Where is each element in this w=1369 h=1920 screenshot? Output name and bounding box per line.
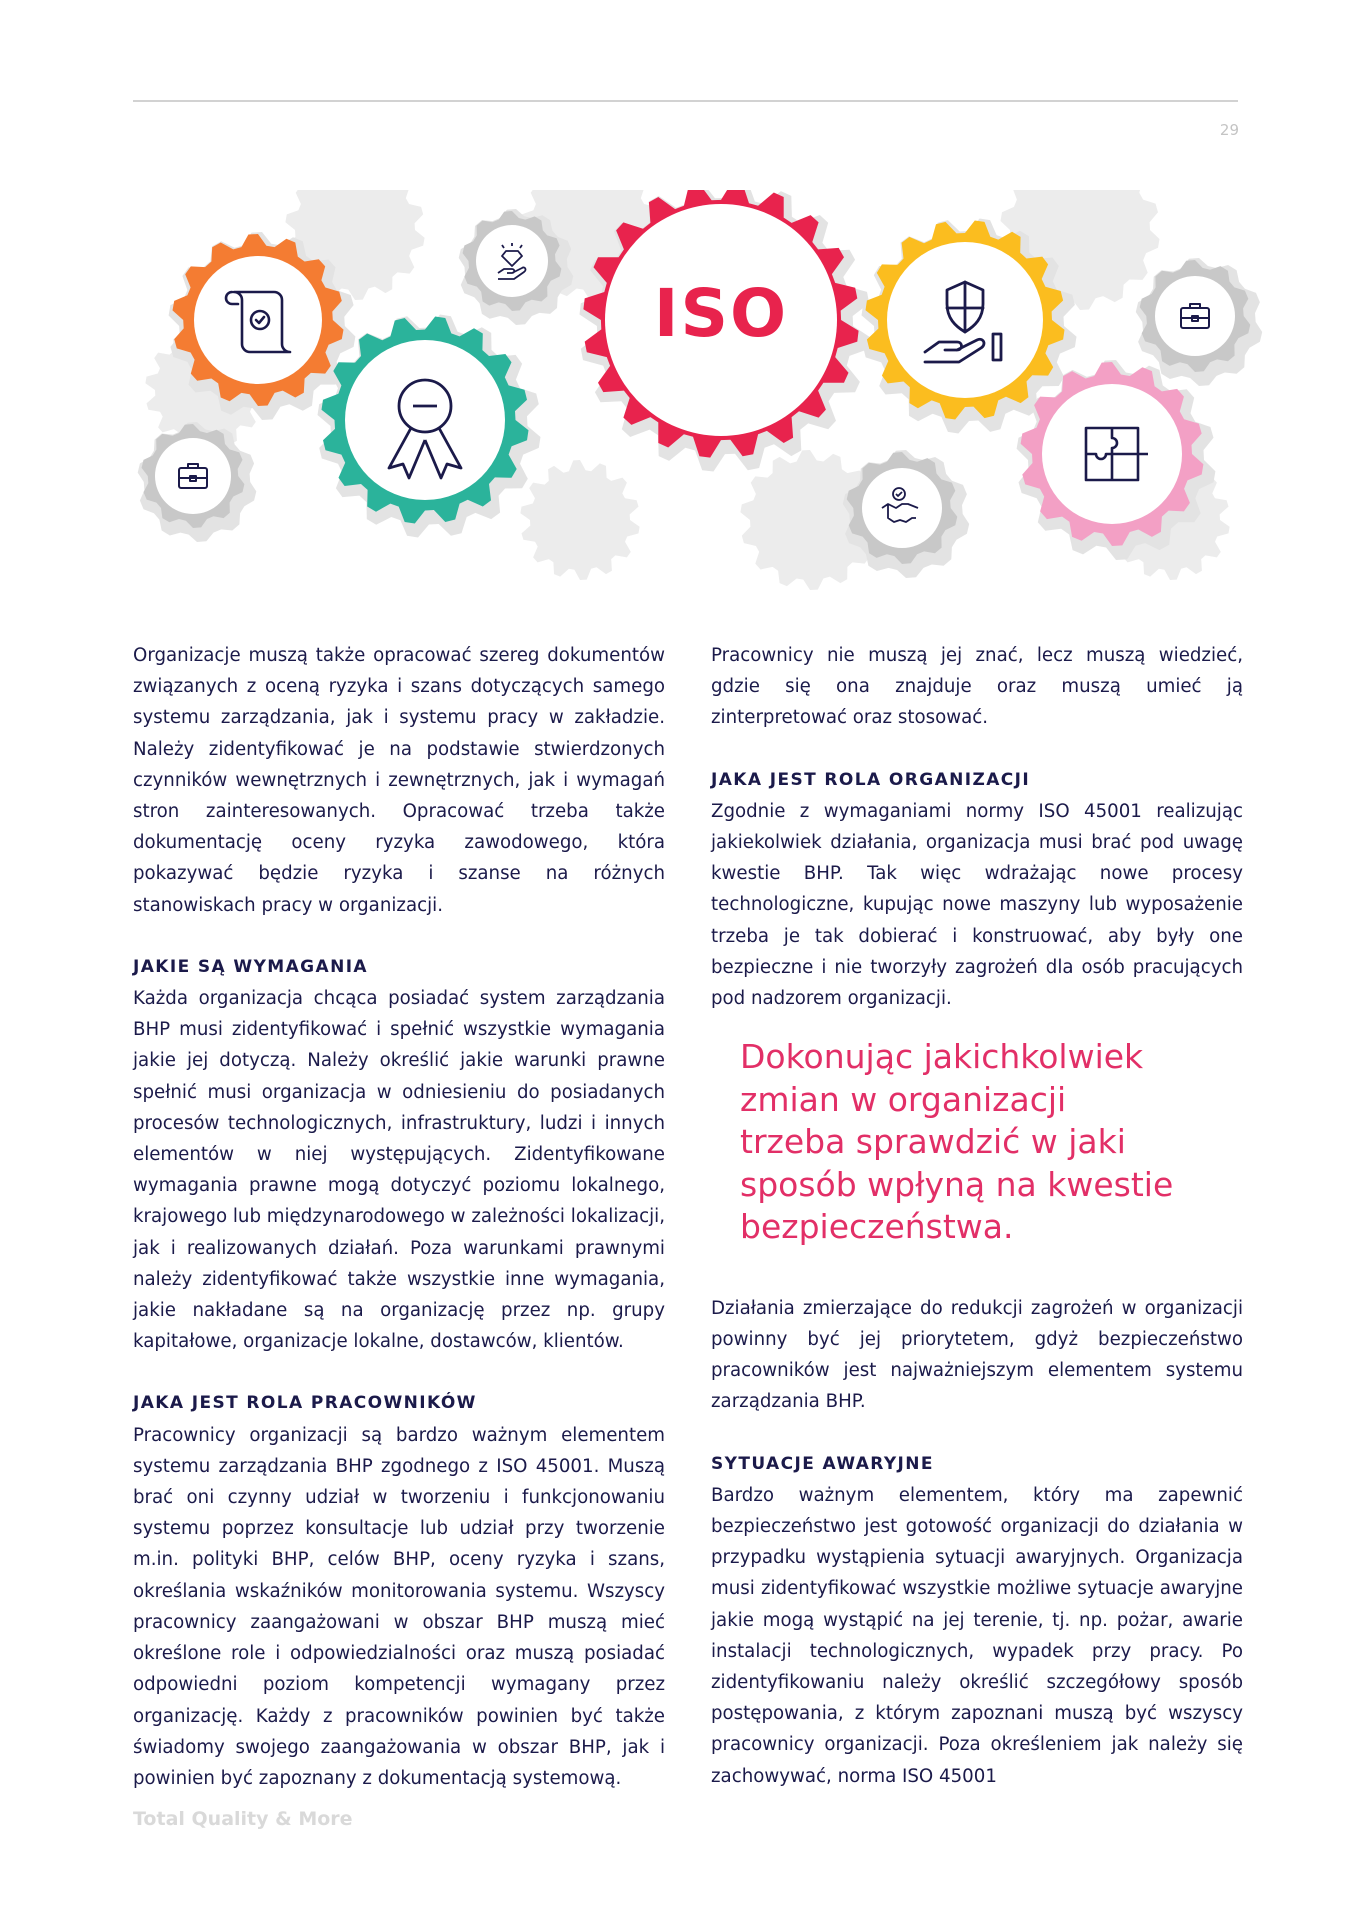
paragraph: Bardzo ważnym elementem, który ma zapewnić bezpieczeństwo jest gotowość organizacji do działania w przypadku wystąpienia sytuacji awaryjnych. Organizacja musi zidentyfikować wszystkie możliwe sytuacje awaryjne jakie mogą wystąpić na jej terenie, tj. np. pożar, awarie instalacji technologicznych, wypadek przy pracy. Po zidentyfikowaniu należy określić szczegółowy sposób postępowania, z którym zapoznani muszą być wszyscy pracownicy organizacji. Poza określeniem jak należy się zachowywać, norma ISO 45001 [711,1484,1243,1787]
paragraph: Działania zmierzające do redukcji zagrożeń w organizacji powinny być jej priorytetem, gdyż bezpieczeństwo pracowników jest najważniejszym elementem systemu zarządzania BHP. [711,1297,1243,1413]
teal-gear-center [345,340,505,500]
grey-gear-diamond-center [476,225,548,297]
paragraph: Każda organizacja chcąca posiadać system zarządzania BHP musi zidentyfikować i spełnić wszystkie wymagania jakie jej dotyczą. Należy określić jakie warunki prawne spełnić musi organizacja w odniesieniu do posiadanych procesów technologicznych, infrastruktury, ludzi i innych elementów w niej występujących. Zidentyfikowane wymagania prawne mogą dotyczyć poziomu lokalnego, krajowego lub międzynarodowego w zależności lokalizacji, jak i realizowanych działań. Poza warunkami prawnymi należy zidentyfikować także wszystkie inne wymagania, jakie nakładane są na organizację przez np. grupy kapitałowe, organizacje lokalne, dostawców, klientów. [133,988,665,1353]
pull-quote: Dokonując jakichkolwiek zmian w organizacji trzeba sprawdzić w jaki sposób wpłyną na kwestie bezpieczeństwa. [740,1037,1174,1247]
gears-illustration [110,190,1270,610]
left-column [133,640,665,1794]
paragraph: Organizacje muszą także opracować szereg dokumentów związanych z oceną ryzyka i szans dotyczących samego systemu zarządzania, jak i systemu pracy w zakładzie. Należy zidentyfikować je na podstawie stwierdzonych czynników wewnętrznych i zewnętrznych, jak i wymagań stron zainteresowanych. Opracować trzeba także dokumentację oceny ryzyka zawodowego, która pokazywać będzie ryzyka i szanse na różnych stanowiskach pracy w organizacji. [133,645,665,916]
top-rule [133,100,1238,102]
footer-brand: Total Quality & More [133,1808,353,1830]
background-gear [520,460,639,580]
section-heading: JAKA JEST ROLA PRACOWNIKÓW [133,1393,477,1414]
paragraph: Zgodnie z wymaganiami normy ISO 45001 realizując jakiekolwiek działania, organizacja musi brać pod uwagę kwestie BHP. Tak więc wdrażając nowe procesy technologiczne, kupując nowe maszyny lub wyposażenie trzeba je tak dobierać i konstruować, aby były one bezpieczne i nie tworzyły zagrożeń dla osób pracujących pod nadzorem organizacji. [711,800,1243,1010]
section-heading: JAKA JEST ROLA ORGANIZACJI [711,769,1031,790]
page-number: 29 [1219,121,1239,139]
orange-gear-center [194,256,322,384]
section-heading: SYTUACJE AWARYJNE [711,1453,934,1474]
grey-gear-handshake-center [862,468,942,548]
iso-label: ISO [653,275,789,352]
paragraph: Pracownicy nie muszą jej znać, lecz muszą wiedzieć, gdzie się ona znajduje oraz muszą umieć ją zinterpretować oraz stosować. [711,645,1243,729]
section-heading: JAKIE SĄ WYMAGANIA [133,956,368,977]
paragraph: Pracownicy organizacji są bardzo ważnym elementem systemu zarządzania BHP zgodnego z ISO 45001. Muszą brać oni czynny udział w tworzeniu i funkcjonowaniu systemu poprzez konsultacje lub udział przy tworzenie m.in. polityki BHP, celów BHP, oceny ryzyka i szans, określania wskaźników monitorowania systemu. Wszyscy pracownicy zaangażowani w obszar BHP muszą mieć określone role i odpowiedzialności oraz muszą posiadać odpowiedni poziom kompetencji wymagany przez organizację. Każdy z pracowników powinien być także świadomy swojego zaangażowania w obszar BHP, jak i powinien być zapoznany z dokumentacją systemową. [133,1424,665,1789]
right-column [711,640,1243,1792]
